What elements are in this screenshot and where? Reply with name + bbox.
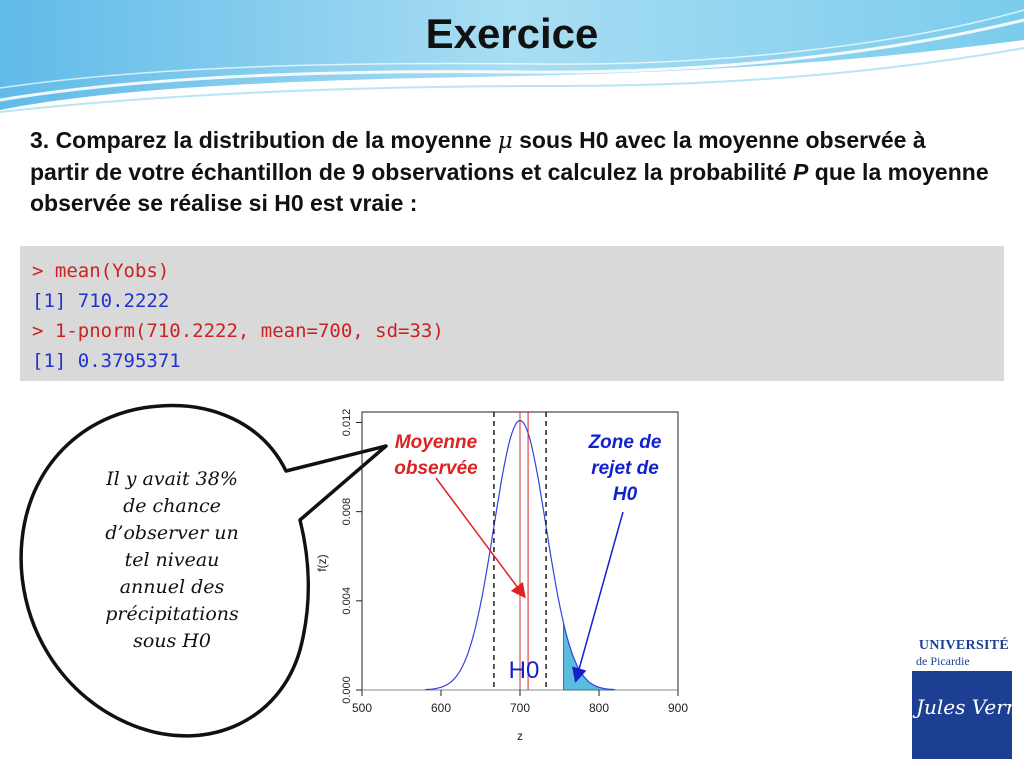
logo-university: UNIVERSITÉ [918, 638, 1010, 653]
observed-mean-annotation: Moyenne observée [394, 432, 478, 479]
bubble-line: sous H0 [133, 630, 211, 652]
bubble-line: précipitations [105, 603, 239, 625]
observed-arrow [436, 478, 524, 596]
x-axis-label: z [517, 729, 523, 743]
code-line-3: > 1-pnorm(710.2222, mean=700, sd=33) [32, 320, 444, 342]
bubble-line: tel niveau [124, 549, 220, 571]
rejection-zone-annotation: Zone de rejet de H0 [588, 432, 662, 505]
rejection-arrow [576, 512, 623, 680]
code-line-4: [1] 0.3795371 [32, 350, 181, 372]
logo-signature-box [912, 671, 1030, 759]
x-tick-label: 800 [588, 701, 610, 715]
density-plot [300, 400, 720, 768]
p-symbol: P [793, 159, 809, 185]
university-logo [912, 638, 1030, 760]
slide-title: Exercice [425, 10, 599, 57]
y-tick-label: 0.004 [341, 587, 353, 615]
y-tick-label: 0.008 [341, 497, 353, 526]
r-code-box [20, 246, 1004, 381]
logo-subtitle: de Picardie [916, 654, 970, 668]
bubble-line: d’observer un [105, 522, 239, 544]
logo-signature: Jules Verne [916, 695, 1030, 719]
bubble-line: Il y avait 38% [106, 468, 238, 490]
x-tick-label: 600 [430, 701, 452, 715]
code-line-2: [1] 710.2222 [32, 290, 170, 312]
mu-symbol: μ [497, 128, 513, 154]
y-tick-label: 0.000 [341, 676, 353, 704]
bubble-text [62, 466, 282, 655]
y-axis-label: f(z) [315, 554, 329, 572]
y-tick-label: 0.012 [341, 408, 353, 437]
code-line-1: > mean(Yobs) [32, 260, 170, 282]
bubble-line: de chance [123, 495, 221, 517]
x-tick-label: 500 [351, 701, 373, 715]
question-text [30, 125, 990, 219]
question-part2: sous H0 avec la moyenne observée à partir de votre échantillon de 9 observations et calculez la probabilité [30, 127, 926, 185]
bubble-line: annuel des [119, 576, 225, 598]
x-tick-label: 900 [667, 701, 689, 715]
x-tick-label: 700 [509, 701, 531, 715]
question-part3: que la moyenne observée se réalise si H0 est vraie : [30, 159, 989, 216]
question-part1: 3. Comparez la distribution de la moyenne [30, 127, 498, 153]
h0-label: H0 [508, 657, 540, 684]
